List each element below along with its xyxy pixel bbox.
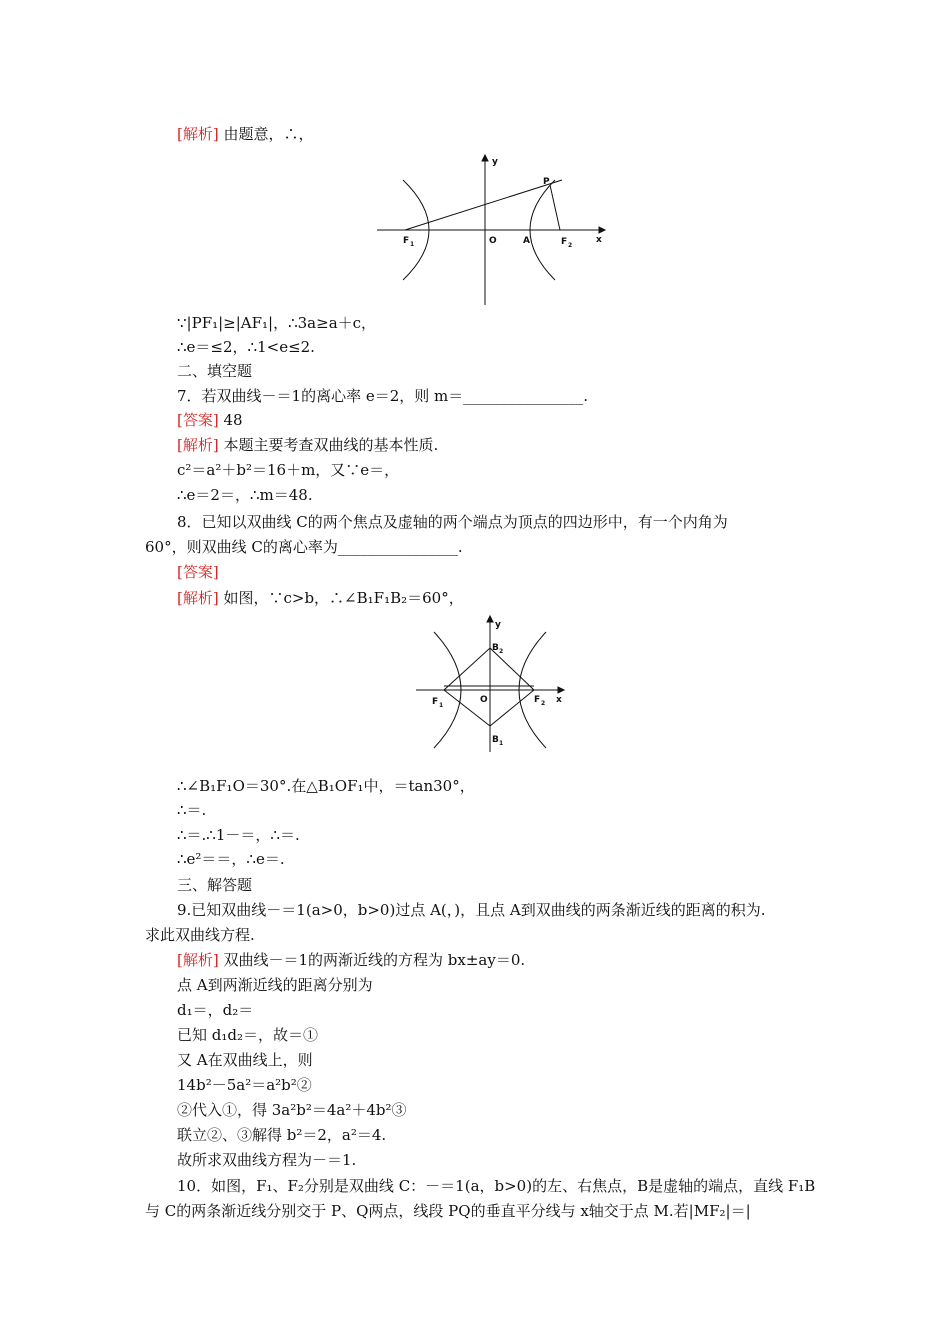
- solution-line: 点 A到两渐近线的距离分别为: [177, 976, 373, 994]
- solution-line: ∴∠B₁F₁O＝30°.在△B₁OF₁中，＝tan30°，: [177, 777, 475, 795]
- f1-label: F: [432, 697, 439, 707]
- y-label: y: [495, 620, 501, 630]
- solution-line: [解析] 本题主要考查双曲线的基本性质.: [177, 436, 439, 454]
- f2-label: F: [561, 237, 568, 247]
- line-p-f2: [550, 185, 560, 230]
- x-arrow-icon: [599, 227, 605, 233]
- y-arrow-icon: [482, 155, 488, 161]
- question-9: 9.已知双曲线－＝1(a>0，b>0)过点 A(，)，且点 A到双曲线的两条渐近线的距离的积为.: [177, 901, 766, 919]
- solution-line: ∴e＝2＝，∴m＝48.: [177, 486, 313, 504]
- solution-line: 14b²－5a²＝a²b²②: [177, 1076, 312, 1094]
- solution-line: ∵|PF₁|≥|AF₁|，∴3a≥a＋c，: [177, 314, 377, 332]
- f1-sub: 1: [439, 702, 444, 709]
- question-8: 8．已知以双曲线 C的两个焦点及虚轴的两个端点为顶点的四边形中，有一个内角为: [177, 513, 728, 531]
- f1-label: F: [403, 236, 410, 246]
- solution-line: 又 A在双曲线上，则: [177, 1051, 313, 1069]
- solution-line: [解析] 双曲线－＝1的两渐近线的方程为 bx±ay＝0.: [177, 951, 526, 969]
- analysis-tag: [解析]: [177, 951, 219, 969]
- x-label: x: [596, 235, 602, 245]
- solution-line: 已知 d₁d₂＝，故＝①: [177, 1026, 318, 1044]
- rhombus: [444, 648, 534, 726]
- solution-line: [解析] 如图，∵c>b，∴∠B₁F₁B₂＝60°，: [177, 589, 464, 607]
- section-heading: 二、填空题: [177, 362, 253, 380]
- f2-sub: 2: [541, 700, 546, 707]
- hyperbola-figure-1: [375, 150, 615, 310]
- f2-label: F: [534, 695, 541, 705]
- b1-label: B: [492, 735, 499, 745]
- solution-line: ∴＝.∴1－＝，∴＝.: [177, 826, 300, 844]
- f2-sub: 2: [568, 242, 573, 249]
- analysis-tag: [解析]: [177, 125, 219, 143]
- solution-line: ∴e²＝＝，∴e＝.: [177, 850, 285, 868]
- question-9-cont: 求此双曲线方程.: [145, 926, 255, 944]
- analysis-tag: [解析]: [177, 589, 219, 607]
- f1-sub: 1: [410, 241, 415, 248]
- b2-label: B: [492, 643, 499, 653]
- line-f1-p: [405, 180, 562, 230]
- question-10-cont: 与 C的两条渐近线分别交于 P、Q两点，线段 PQ的垂直平分线与 x轴交于点 M.若|MF₂|＝|: [145, 1202, 751, 1220]
- b2-sub: 2: [499, 648, 504, 655]
- answer-tag: [答案]: [177, 563, 219, 581]
- p-label: P: [543, 177, 550, 187]
- answer-tag: [答案]: [177, 411, 219, 429]
- hyperbola-figure-2: [412, 612, 572, 762]
- y-arrow-icon: [487, 616, 493, 622]
- solution-line: ∴＝.: [177, 801, 207, 819]
- origin-label: O: [489, 236, 497, 246]
- y-label: y: [492, 157, 498, 167]
- answer-line: [答案] 48: [177, 411, 243, 429]
- solution-line: c²＝a²＋b²＝16＋m，又∵e＝，: [177, 461, 400, 479]
- answer-line: [177, 562, 219, 582]
- solution-line: ②代入①，得 3a²b²＝4a²＋4b²③: [177, 1101, 407, 1119]
- solution-line: d₁＝，d₂＝: [177, 1001, 254, 1019]
- b1-sub: 1: [499, 740, 504, 747]
- solution-line: [解析] 由题意，∴，: [177, 125, 314, 143]
- question-10: 10．如图，F₁、F₂分别是双曲线 C：－＝1(a，b>0)的左、右焦点，B是虚轴的端点，直线 F₁B: [177, 1177, 816, 1195]
- origin-label: O: [480, 695, 488, 705]
- analysis-tag: [解析]: [177, 436, 219, 454]
- solution-line: 联立②、③解得 b²＝2，a²＝4.: [177, 1126, 387, 1144]
- section-heading: 三、解答题: [177, 876, 253, 894]
- solution-line: 故所求双曲线方程为－＝1.: [177, 1151, 357, 1169]
- x-arrow-icon: [558, 687, 564, 693]
- solution-line: ∴e＝≤2，∴1<e≤2.: [177, 338, 315, 356]
- question-8-cont: 60°，则双曲线 C的离心率为________________.: [145, 538, 463, 556]
- a-label: A: [523, 236, 530, 246]
- question-7: 7．若双曲线－＝1的离心率 e＝2，则 m＝________________.: [177, 387, 589, 405]
- x-label: x: [556, 695, 562, 705]
